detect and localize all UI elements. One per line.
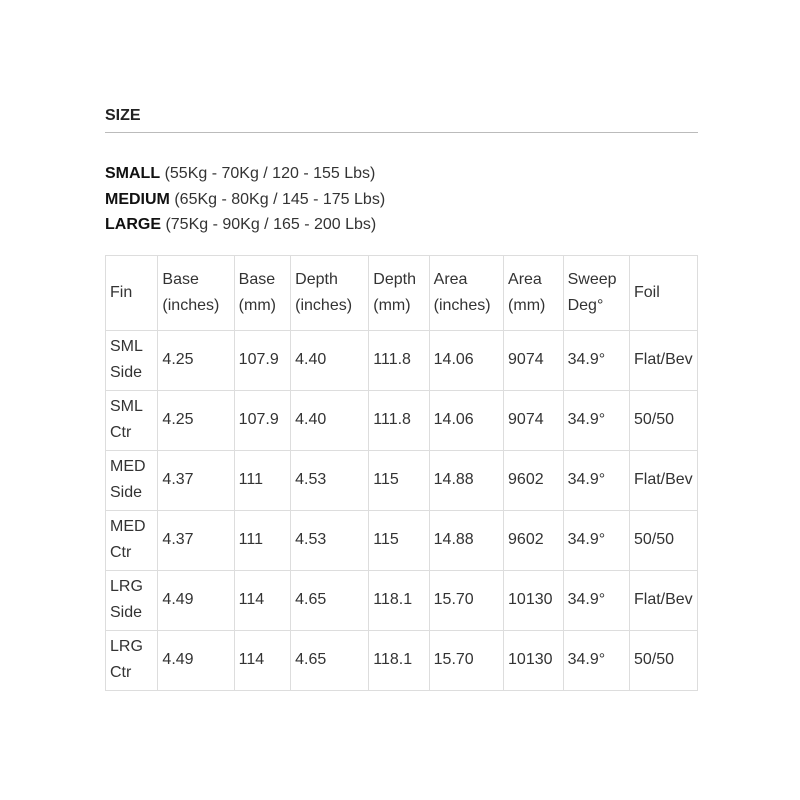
size-range: (55Kg - 70Kg / 120 - 155 Lbs) xyxy=(164,165,376,182)
size-line-large xyxy=(105,212,698,238)
cell-base-mm: 107.9 xyxy=(234,390,290,450)
cell-fin: LRG Side xyxy=(106,570,158,630)
cell-area-mm: 10130 xyxy=(504,570,564,630)
header-area-mm: Area (mm) xyxy=(504,255,564,330)
table-row xyxy=(106,390,698,450)
cell-base-mm: 111 xyxy=(234,510,290,570)
cell-area-mm: 9074 xyxy=(504,390,564,450)
cell-depth-mm: 111.8 xyxy=(369,330,429,390)
cell-area-inches: 14.88 xyxy=(429,510,503,570)
cell-base-mm: 111 xyxy=(234,450,290,510)
cell-depth-mm: 115 xyxy=(369,450,429,510)
cell-area-inches: 14.06 xyxy=(429,330,503,390)
size-name: SMALL xyxy=(105,165,161,182)
cell-area-mm: 9074 xyxy=(504,330,564,390)
cell-foil: Flat/Bev xyxy=(629,570,697,630)
cell-base-inches: 4.37 xyxy=(158,450,234,510)
header-base-mm: Base (mm) xyxy=(234,255,290,330)
cell-depth-inches: 4.40 xyxy=(291,330,369,390)
cell-sweep-deg: 34.9° xyxy=(563,510,629,570)
cell-sweep-deg: 34.9° xyxy=(563,330,629,390)
size-section xyxy=(105,106,698,691)
cell-depth-mm: 118.1 xyxy=(369,570,429,630)
cell-fin: SML Ctr xyxy=(106,390,158,450)
header-depth-mm: Depth (mm) xyxy=(369,255,429,330)
cell-fin: MED Ctr xyxy=(106,510,158,570)
cell-area-mm: 10130 xyxy=(504,630,564,690)
cell-area-mm: 9602 xyxy=(504,510,564,570)
cell-area-inches: 15.70 xyxy=(429,570,503,630)
cell-sweep-deg: 34.9° xyxy=(563,570,629,630)
table-header-row xyxy=(106,255,698,330)
cell-depth-mm: 111.8 xyxy=(369,390,429,450)
cell-foil: Flat/Bev xyxy=(629,450,697,510)
fin-specs-table xyxy=(105,255,698,691)
cell-sweep-deg: 34.9° xyxy=(563,450,629,510)
header-depth-inches: Depth (inches) xyxy=(291,255,369,330)
table-row xyxy=(106,450,698,510)
cell-depth-inches: 4.53 xyxy=(291,450,369,510)
cell-depth-inches: 4.65 xyxy=(291,630,369,690)
cell-foil: 50/50 xyxy=(629,390,697,450)
header-area-inches: Area (inches) xyxy=(429,255,503,330)
cell-fin: MED Side xyxy=(106,450,158,510)
table-row xyxy=(106,330,698,390)
table-row xyxy=(106,570,698,630)
cell-depth-inches: 4.40 xyxy=(291,390,369,450)
cell-base-mm: 114 xyxy=(234,630,290,690)
cell-fin: SML Side xyxy=(106,330,158,390)
cell-base-inches: 4.49 xyxy=(158,570,234,630)
cell-depth-inches: 4.65 xyxy=(291,570,369,630)
section-divider xyxy=(105,132,698,133)
header-foil: Foil xyxy=(629,255,697,330)
cell-foil: 50/50 xyxy=(629,510,697,570)
cell-base-inches: 4.49 xyxy=(158,630,234,690)
table-row xyxy=(106,630,698,690)
header-base-inches: Base (inches) xyxy=(158,255,234,330)
cell-fin: LRG Ctr xyxy=(106,630,158,690)
header-fin: Fin xyxy=(106,255,158,330)
table-row xyxy=(106,510,698,570)
size-name: MEDIUM xyxy=(105,190,170,208)
cell-depth-mm: 118.1 xyxy=(369,630,429,690)
cell-area-mm: 9602 xyxy=(504,450,564,510)
cell-base-inches: 4.25 xyxy=(158,330,234,390)
cell-foil: Flat/Bev xyxy=(629,330,697,390)
cell-area-inches: 15.70 xyxy=(429,630,503,690)
cell-foil: 50/50 xyxy=(629,630,697,690)
cell-base-mm: 114 xyxy=(234,570,290,630)
header-sweep-deg: Sweep Deg° xyxy=(563,255,629,330)
cell-base-inches: 4.37 xyxy=(158,510,234,570)
size-list xyxy=(105,161,698,238)
cell-area-inches: 14.88 xyxy=(429,450,503,510)
section-title: SIZE xyxy=(105,107,141,124)
cell-base-mm: 107.9 xyxy=(234,330,290,390)
size-name: LARGE xyxy=(105,216,161,233)
size-range: (65Kg - 80Kg / 145 - 175 Lbs) xyxy=(174,190,386,208)
cell-area-inches: 14.06 xyxy=(429,390,503,450)
cell-depth-inches: 4.53 xyxy=(291,510,369,570)
cell-sweep-deg: 34.9° xyxy=(563,390,629,450)
size-range: (75Kg - 90Kg / 165 - 200 Lbs) xyxy=(165,216,377,233)
cell-sweep-deg: 34.9° xyxy=(563,630,629,690)
size-line-medium xyxy=(105,187,698,213)
cell-base-inches: 4.25 xyxy=(158,390,234,450)
size-line-small xyxy=(105,161,698,187)
cell-depth-mm: 115 xyxy=(369,510,429,570)
